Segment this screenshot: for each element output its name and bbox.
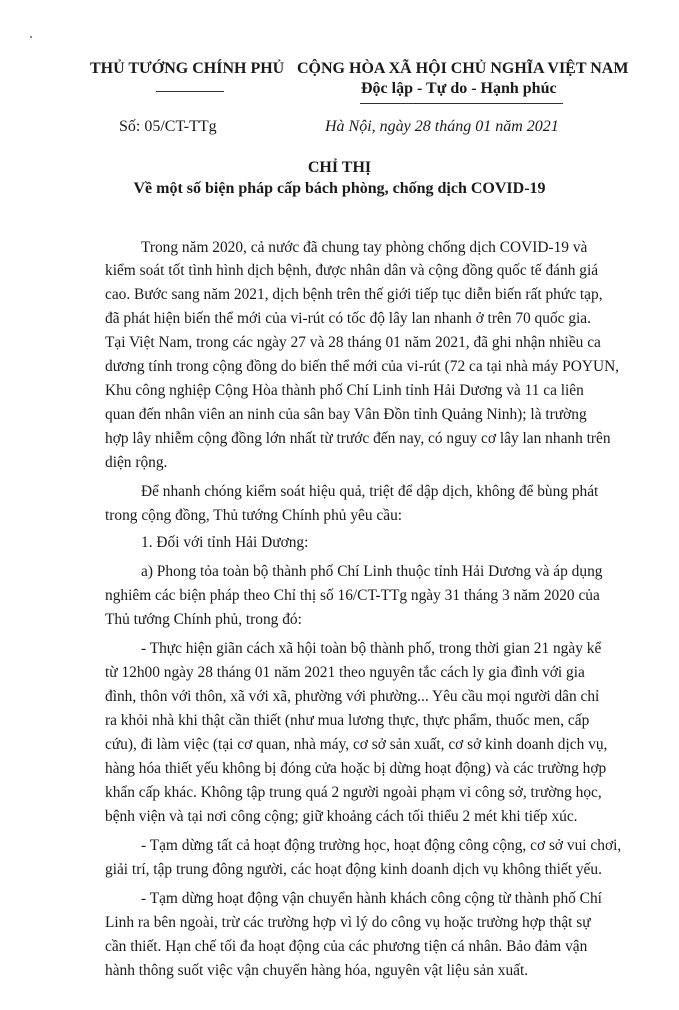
body-line: ra khỏi nhà khi thật cần thiết (như mua lương thực, thực phẩm, thuốc men, cấp	[105, 712, 590, 729]
body-line: từ 12h00 ngày 28 tháng 01 năm 2021 theo nguyên tắc cách ly gia đình với gia	[105, 664, 585, 681]
body-line: Tại Việt Nam, trong các ngày 27 và 28 tháng 01 năm 2021, đã ghi nhận nhiều ca	[105, 334, 601, 351]
body-line: - Tạm dừng tất cả hoạt động trường học, hoạt động công cộng, cơ sở vui chơi,	[141, 837, 622, 854]
body-line: Trong năm 2020, cả nước đã chung tay phòng chống dịch COVID-19 và	[141, 239, 588, 256]
section-heading: 1. Đối với tỉnh Hải Dương:	[141, 534, 309, 551]
body-line: Linh ra bên ngoài, trừ các trường hợp vì lý do công vụ hoặc trường hợp thật sự	[105, 914, 591, 931]
body-line: Khu công nghiệp Cộng Hòa thành phố Chí Linh tỉnh Hải Dương và 11 ca liên	[105, 382, 584, 399]
motto-underline	[360, 103, 563, 104]
body-line: Để nhanh chóng kiểm soát hiệu quả, triệt để dập dịch, không để bùng phát	[141, 483, 599, 500]
body-line: - Tạm dừng hoạt động vận chuyển hành khách công cộng từ thành phố Chí	[141, 890, 602, 907]
body-line: quan đến nhân viên an ninh của sân bay Vân Đồn tỉnh Quảng Ninh); là trường	[105, 406, 587, 423]
body-line: hợp lây nhiễm cộng đồng lớn nhất từ trước đến nay, có nguy cơ lây lan nhanh trên	[105, 430, 611, 447]
body-line: nghiêm các biện pháp theo Chỉ thị số 16/CT-TTg ngày 31 tháng 3 năm 2020 của	[105, 587, 600, 604]
body-line: đã phát hiện biến thể mới của vi-rút có tốc độ lây lan nhanh ở trên 70 quốc gia.	[105, 310, 591, 327]
scan-speck	[30, 36, 32, 38]
body-line: giải trí, tập trung đông người, các hoạt động kinh doanh dịch vụ không thiết yếu.	[105, 861, 602, 878]
body-line: cần thiết. Hạn chế tối đa hoạt động của các phương tiện cá nhân. Bảo đảm vận	[105, 938, 588, 955]
body-line: a) Phong tỏa toàn bộ thành phố Chí Linh thuộc tỉnh Hải Dương và áp dụng	[141, 563, 603, 580]
body-line: hàng hóa thiết yếu không bị đóng cửa hoặc bị dừng hoạt động) và các trường hợp	[105, 760, 607, 777]
place-date: Hà Nội, ngày 28 tháng 01 năm 2021	[325, 118, 559, 135]
body-line: cứu), đi làm việc (tại cơ quan, nhà máy, cơ sở sản xuất, cơ sở kinh doanh dịch vụ,	[105, 736, 608, 753]
country-name: CỘNG HÒA XÃ HỘI CHỦ NGHĨA VIỆT NAM	[297, 60, 629, 77]
body-line: bệnh viện và tại nơi công cộng; giữ khoảng cách tối thiểu 2 mét khi tiếp xúc.	[105, 808, 578, 825]
body-line: hành thông suốt việc vận chuyển hàng hóa, nguyên vật liệu sản xuất.	[105, 962, 529, 979]
agency-underline	[156, 91, 224, 92]
motto: Độc lập - Tự do - Hạnh phúc	[361, 80, 557, 97]
document-number: Số: 05/CT-TTg	[119, 118, 217, 135]
body-line: đình, thôn với thôn, xã với xã, phường với phường... Yêu cầu mọi người dân chỉ	[105, 688, 600, 705]
body-line: dương tính trong cộng đồng do biến thể mới của vi-rút (72 ca tại nhà máy POYUN,	[105, 358, 620, 375]
body-line: kiểm soát tốt tình hình dịch bệnh, được nhân dân và cộng đồng quốc tế đánh giá	[105, 262, 599, 279]
body-line: Thủ tướng Chính phủ, trong đó:	[105, 611, 302, 628]
document-subject: Về một số biện pháp cấp bách phòng, chống dịch COVID-19	[133, 180, 546, 197]
body-line: diện rộng.	[105, 454, 168, 471]
body-line: trong cộng đồng, Thủ tướng Chính phủ yêu cầu:	[105, 507, 403, 524]
body-line: khẩn cấp khác. Không tập trung quá 2 người ngoài phạm vi công sở, trường học,	[105, 784, 602, 801]
body-line: cao. Bước sang năm 2021, dịch bệnh trên thế giới tiếp tục diễn biến rất phức tạp,	[105, 286, 603, 303]
body-line: - Thực hiện giãn cách xã hội toàn bộ thành phố, trong thời gian 21 ngày kể	[141, 640, 602, 657]
issuing-agency: THỦ TƯỚNG CHÍNH PHỦ	[90, 60, 285, 77]
document-type: CHỈ THỊ	[307, 159, 372, 176]
